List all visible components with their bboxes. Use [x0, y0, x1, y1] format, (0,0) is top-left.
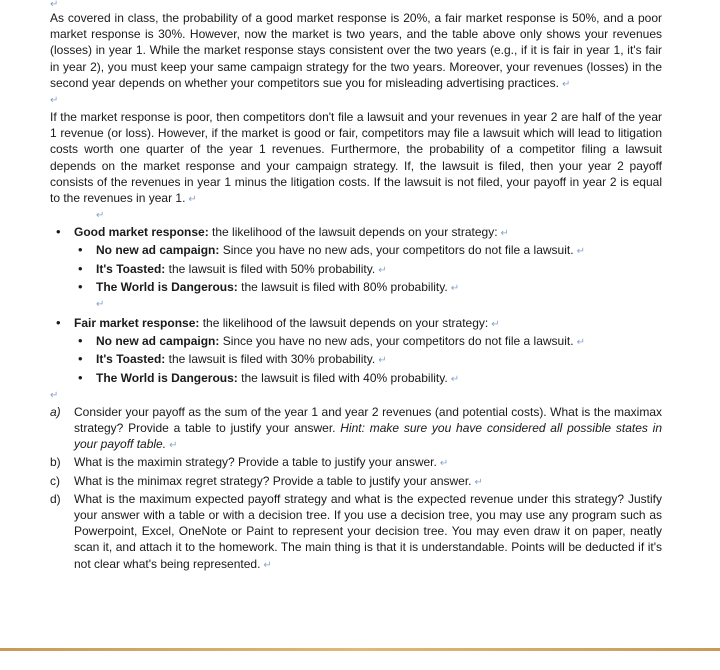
question-c: c) What is the minimax regret strategy? Provide a table to justify your answer. ↵	[50, 473, 483, 488]
paragraph-mark: ↵	[50, 0, 59, 10]
paragraph-mark: ↵	[96, 299, 105, 311]
lawsuit-paragraph: If the market response is poor, then competitors don't file a lawsuit and your revenues in year 2 are half of the year 1 revenue (or loss). However, if the market is good or fair, competitors may file a lawsuit which will lead to litigation costs worth one quarter of the year 1 revenues. Furthermore, the probability of a competitor filing a lawsuit depends on the market response and your campaign strategy. If, the lawsuit is filed, then your year 2 payoff consists of the revenues in year 1 minus the litigation costs. If the lawsuit is not filed, your payoff in year 2 is equal to the revenues in year 1. ↵	[50, 110, 662, 206]
question-list	[50, 404, 662, 574]
fair-toasted-item: • It's Toasted: the lawsuit is filed with 30% probability. ↵	[50, 351, 662, 369]
good-no-ad-item: • No new ad campaign: Since you have no new ads, your competitors do not file a lawsuit. ↵	[50, 242, 662, 260]
question-d: d) What is the maximum expected payoff strategy and what is the expected revenue under this strategy? Justify your answer with a table or with a decision tree. If you use a decision tree, you may use any program such as Powerpoint, Excel, OneNote or Paint to represent your decision tree. You may even draw it on paper, neatly scan it, and attach it to the homework. The main thing is that it is understandable. Points will be deducted if it's not clear what's being represented. ↵	[50, 491, 662, 571]
fair-market-item: • Fair market response: the likelihood of the lawsuit depends on your strategy: ↵	[50, 315, 662, 333]
question-b: b) What is the maximin strategy? Provide a table to justify your answer. ↵	[50, 455, 449, 470]
document-body	[50, 0, 662, 574]
good-dangerous-item: • The World is Dangerous: the lawsuit is filed with 80% probability. ↵	[50, 279, 662, 297]
fair-market-list	[50, 315, 662, 388]
question-a: a) Consider your payoff as the sum of the year 1 and year 2 revenues (and potential costs). What is the maximax strategy? Provide a table to justify your answer. Hint: make sure you have considered all possible states in your payoff table. ↵	[50, 404, 662, 452]
good-market-item: • Good market response: the likelihood of the lawsuit depends on your strategy: ↵	[50, 224, 662, 242]
fair-dangerous-item: • The World is Dangerous: the lawsuit is filed with 40% probability. ↵	[50, 370, 662, 388]
intro-paragraph: As covered in class, the probability of a good market response is 20%, a fair market response is 50%, and a poor market response is 30%. However, now the market is two years, and the table above only shows your revenues (losses) in year 1. While the market response stays consistent over the two years (e.g., if it is fair in year 1, it's fair in year 2), you must keep your same campaign strategy for the two years. Moreover, your revenues (losses) in the second year depends on whether your competitors sue you for misleading advertising practices. ↵	[50, 11, 662, 90]
good-toasted-item: • It's Toasted: the lawsuit is filed with 50% probability. ↵	[50, 261, 662, 279]
paragraph-mark: ↵	[50, 95, 59, 107]
fair-no-ad-item: • No new ad campaign: Since you have no new ads, your competitors do not file a lawsuit. ↵	[50, 333, 662, 351]
good-market-list	[50, 224, 662, 297]
paragraph-mark: ↵	[96, 210, 105, 222]
page-bottom-border	[0, 648, 720, 651]
paragraph-mark: ↵	[561, 78, 571, 90]
paragraph-mark: ↵	[50, 389, 59, 401]
paragraph-mark: ↵	[188, 194, 197, 206]
